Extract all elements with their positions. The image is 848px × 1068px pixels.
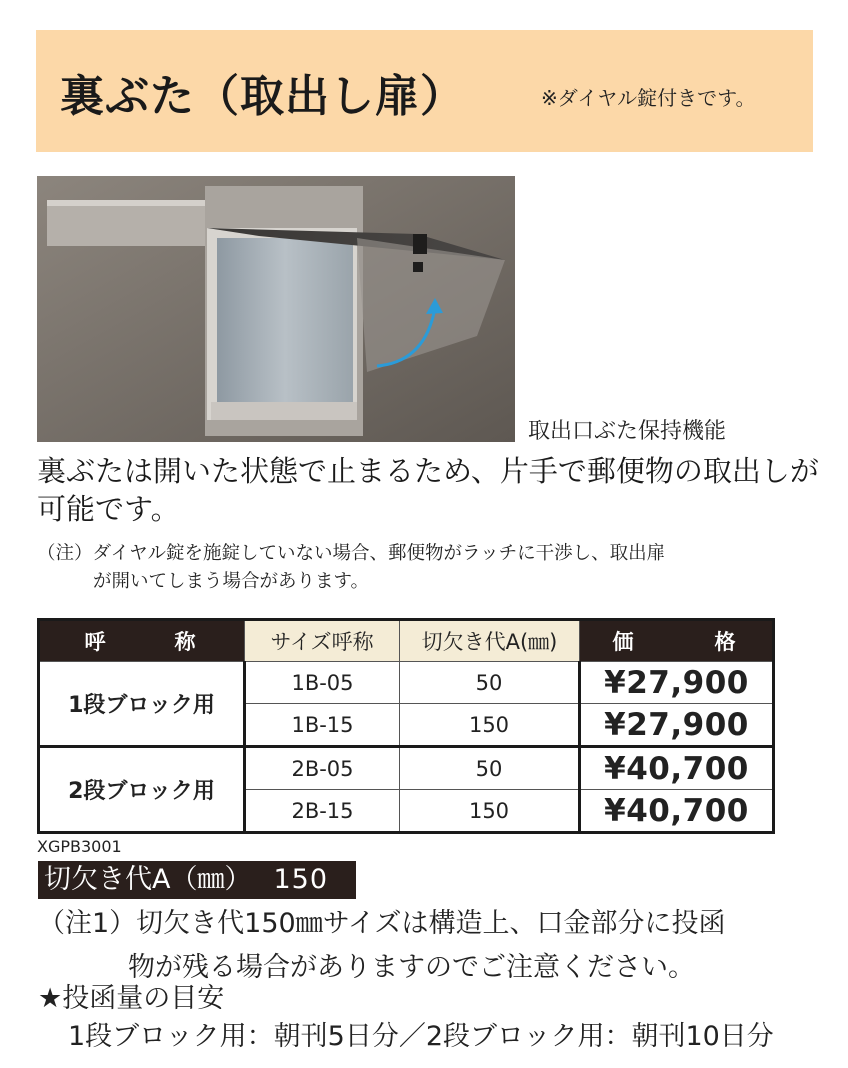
product-photo [37, 176, 515, 442]
size-cell: 2B-15 [245, 790, 400, 833]
price-cell: ¥40,700 [580, 747, 774, 790]
group-name: 1段ブロック用 [39, 662, 245, 747]
table-row [39, 662, 774, 704]
cutout-cell: 150 [400, 790, 580, 833]
cutout-cell: 50 [400, 747, 580, 790]
guide-line: 1段ブロック用：朝刊5日分／2段ブロック用：朝刊10日分 [68, 1021, 774, 1052]
note-1-line1: （注1）切欠き代150㎜サイズは構造上、口金部分に投函 [38, 908, 726, 939]
table-row [39, 747, 774, 790]
cutout-label-value: 150 [273, 864, 329, 895]
title-note: ※ダイヤル錠付きです。 [541, 86, 756, 110]
cutout-cell: 150 [400, 704, 580, 747]
capacity-guide [38, 980, 838, 1056]
cutout-label [38, 861, 356, 899]
group-name: 2段ブロック用 [39, 747, 245, 833]
note-1 [38, 902, 838, 990]
size-cell: 1B-15 [245, 704, 400, 747]
note-a-line1: （注）ダイヤル錠を施錠していない場合、郵便物がラッチに干渉し、取出扉 [37, 543, 666, 564]
photo-caption: 取出口ぶた保持機能 [528, 419, 727, 444]
product-code: XGPB3001 [37, 837, 122, 856]
table-header-row [39, 620, 774, 662]
page-title: 裏ぶた（取出し扉） [60, 71, 465, 122]
price-cell: ¥27,900 [580, 704, 774, 747]
header-size: サイズ呼称 [245, 620, 400, 662]
note-1-line2: 物が残る場合がありますのでご注意ください。 [128, 952, 695, 983]
size-cell: 1B-05 [245, 662, 400, 704]
price-cell: ¥40,700 [580, 790, 774, 833]
lead-text: 裏ぶたは開いた状態で止まるため、片手で郵便物の取出しが可能です。 [37, 454, 819, 526]
spec-table [37, 618, 775, 834]
header-price: 価 格 [580, 620, 774, 662]
cutout-cell: 50 [400, 662, 580, 704]
note-a [37, 540, 827, 596]
size-cell: 2B-05 [245, 747, 400, 790]
header-cutout: 切欠き代A(㎜) [400, 620, 580, 662]
price-cell: ¥27,900 [580, 662, 774, 704]
title-band [36, 30, 813, 152]
guide-heading: ★投函量の目安 [38, 983, 225, 1014]
note-a-line2: が開いてしまう場合があります。 [93, 571, 370, 592]
header-name: 呼 称 [39, 620, 245, 662]
cutout-label-text: 切欠き代A（㎜） [44, 864, 252, 895]
